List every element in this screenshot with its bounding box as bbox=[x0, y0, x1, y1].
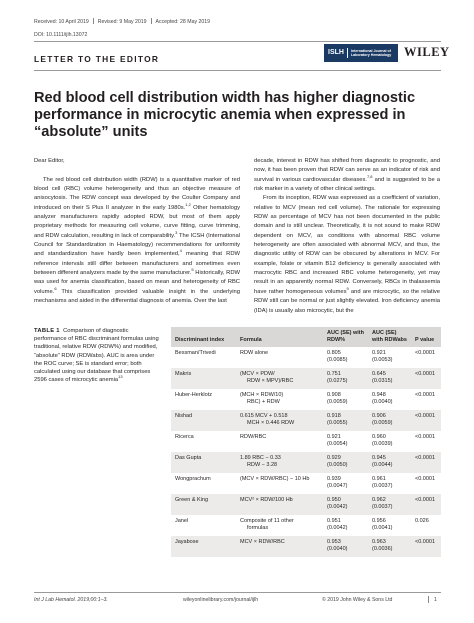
cell-index: Ricerca bbox=[175, 434, 194, 440]
column-header: AUC (SE) with RDWabs bbox=[372, 330, 407, 343]
journal-url[interactable]: wileyonlinelibrary.com/journal/ijlh bbox=[183, 597, 259, 603]
table-row bbox=[171, 494, 441, 515]
cell-auc-rdw-abs: 0.962 (0.0037) bbox=[372, 497, 393, 510]
article-dates bbox=[34, 18, 210, 25]
table-label: TABLE 1 bbox=[34, 328, 60, 334]
table-row bbox=[171, 536, 441, 557]
cell-auc-rdw-abs: 0.961 (0.0037) bbox=[372, 476, 393, 489]
cell-formula: (MCH × RDW/10) RBC) + RDW bbox=[240, 392, 284, 405]
article-title: Red blood cell distribution width has higher diagnostic performance in microcytic anemia when expressed in “absolute” units bbox=[34, 90, 416, 141]
salutation: Dear Editor, bbox=[34, 158, 65, 164]
page-separator bbox=[428, 596, 429, 603]
journal-logo-title: International Journal of Laboratory Hematology bbox=[350, 48, 392, 57]
cell-index: Jayabose bbox=[175, 539, 199, 545]
journal-logo bbox=[324, 44, 398, 62]
cell-auc-rdw-pct: 0.939 (0.0047) bbox=[327, 476, 348, 489]
doi[interactable]: DOI: 10.1111/ijlh.13072 bbox=[34, 32, 88, 38]
table-caption: TABLE 1 Comparison of diagnostic performance of RBC discriminant formulas using traditional, relative RDW (RDW%) and modified, “absolute” RDW (RDWabs). AUC is area under the ROC curve; SE is standard error; both calculated using our database that comprises 2596 cases of microcytic anemia$^{13}$ bbox=[34, 328, 159, 384]
cell-auc-rdw-pct: 0.953 (0.0040) bbox=[327, 539, 348, 552]
table-row bbox=[171, 389, 441, 410]
table-row bbox=[171, 347, 441, 368]
cell-formula: 1.89 RBC − 0.33 RDW − 3.28 bbox=[240, 455, 281, 468]
cell-formula: MCV² × RDW/100 Hb bbox=[240, 497, 293, 503]
cell-index: Huber-Herklotz bbox=[175, 392, 212, 398]
cell-auc-rdw-pct: 0.921 (0.0054) bbox=[327, 434, 348, 447]
body-column-left bbox=[34, 157, 240, 307]
footer-divider bbox=[34, 592, 441, 593]
paragraph: decade, interest in RDW has shifted from diagnostic to prognostic, and now, it has been proven that RDW can serve as an indicator of risk and survival in various cardiovascular diseases.$^{7,8}$ and is suggested to be a risk marker in a variety of other clinical settings. bbox=[254, 158, 441, 193]
cell-auc-rdw-abs: 0.948 (0.0040) bbox=[372, 392, 393, 405]
cell-auc-rdw-pct: 0.805 (0.0085) bbox=[327, 350, 348, 363]
cell-index: Green & King bbox=[175, 497, 209, 503]
cell-auc-rdw-abs: 0.921 (0.0053) bbox=[372, 350, 393, 363]
table-row bbox=[171, 473, 441, 494]
cell-auc-rdw-abs: 0.645 (0.0315) bbox=[372, 371, 393, 384]
table-header-row bbox=[171, 327, 441, 347]
table-row bbox=[171, 368, 441, 389]
section-divider bbox=[34, 70, 441, 71]
accepted-date: Accepted: 28 May 2019 bbox=[155, 19, 211, 25]
body-column-right bbox=[254, 157, 440, 316]
cell-p-value: <0.0001 bbox=[415, 371, 436, 377]
cell-p-value: <0.0001 bbox=[415, 539, 436, 545]
cell-auc-rdw-pct: 0.951 (0.0042) bbox=[327, 518, 348, 531]
column-header: Formula bbox=[240, 337, 262, 343]
cell-formula: (MCV × PDW/ RDW × MPV)/RBC bbox=[240, 371, 294, 384]
paragraph: The red blood cell distribution width (RDW) is a quantitative marker of red blood cell (RBC) volume heterogeneity and thus an objective measure of anisocytosis. The RDW concept was developed by the Coulter Company and introduced on their S Plus II analyzer in the early 1980s.$^{1,2}$ Other hematology analyzer manufacturers rapidly adopted RDW, but most of them apply proprietary methods for measuring cell volume, curve fitting, curve trimming, and RDW calculation, resulting in lack of comparability.$^3$ The ICSH (International Council for Standardization in Haematology) recommendations for uniformity and standardization have hardly been implemented,$^4$ meaning that RDW reference intervals still differ between manufacturers and sometimes even between different analyzers made by the same manufacturer.$^5$ Historically, RDW was used for anemia classification, based on mean and heterogeneity of RBC volume.$^6$ This classification provided valuable insight in the underlying mechanisms and aided in the differential diagnosis of anemia. Over the last bbox=[34, 176, 241, 305]
copyright: © 2019 John Wiley & Sons Ltd bbox=[322, 597, 393, 603]
cell-index: Wongprachum bbox=[175, 476, 211, 482]
cell-auc-rdw-pct: 0.950 (0.0042) bbox=[327, 497, 348, 510]
cell-p-value: <0.0001 bbox=[415, 497, 436, 503]
cell-formula: RDW alone bbox=[240, 350, 269, 356]
cell-p-value: <0.0001 bbox=[415, 392, 436, 398]
publisher-logo: WILEY bbox=[404, 45, 450, 59]
table-row bbox=[171, 452, 441, 473]
column-header: Discriminant index bbox=[175, 337, 225, 343]
cell-auc-rdw-pct: 0.751 (0.0275) bbox=[327, 371, 348, 384]
cell-index: Janel bbox=[175, 518, 189, 524]
results-table bbox=[171, 327, 441, 557]
table-row bbox=[171, 431, 441, 452]
cell-formula: 0.615 MCV + 0.518 MCH × 0.446 RDW bbox=[240, 413, 295, 426]
section-label: LETTER TO THE EDITOR bbox=[34, 54, 160, 64]
cell-auc-rdw-pct: 0.918 (0.0055) bbox=[327, 413, 348, 426]
cell-auc-rdw-pct: 0.908 (0.0059) bbox=[327, 392, 348, 405]
page-number: 1 bbox=[434, 597, 437, 603]
cell-index: Bessman/Trivedi bbox=[175, 350, 216, 356]
cell-auc-rdw-abs: 0.963 (0.0036) bbox=[372, 539, 393, 552]
cell-auc-rdw-abs: 0.960 (0.0039) bbox=[372, 434, 393, 447]
column-header: P value bbox=[415, 337, 435, 343]
received-date: Received: 10 April 2019 bbox=[34, 19, 89, 25]
cell-auc-rdw-abs: 0.906 (0.0059) bbox=[372, 413, 393, 426]
cell-p-value: <0.0001 bbox=[415, 434, 436, 440]
cell-p-value: 0.026 bbox=[415, 518, 429, 524]
table-row bbox=[171, 410, 441, 431]
citation: Int J Lab Hematol. 2019;00:1–3. bbox=[34, 597, 108, 603]
cell-formula: (MCV × RDW/RBC) − 10 Hb bbox=[240, 476, 310, 482]
cell-auc-rdw-abs: 0.945 (0.0044) bbox=[372, 455, 393, 468]
cell-p-value: <0.0001 bbox=[415, 476, 436, 482]
cell-index: Nishad bbox=[175, 413, 193, 419]
cell-formula: RDW/RBC bbox=[240, 434, 267, 440]
cell-p-value: <0.0001 bbox=[415, 350, 436, 356]
header-divider bbox=[34, 41, 441, 42]
cell-formula: Composite of 11 other formulas bbox=[240, 518, 294, 531]
paragraph: From its inception, RDW was expressed as a coefficient of variation, relative to MCV (mean red cell volume). The rationale for expressing RDW as percentage of MCV has not been documented in the public domain and is still unclear. Theoretically, it is not sound to make RDW dependent on MCV, as conditions with abnormal RBC volume heterogeneity are often associated with abnormal MCV, and thus, the diagnostic utility of RDW can be obscured by alterations in MCV. For example, folate or vitamin B12 deficiency is generally associated with macrocytic RBC and increased RBC volume heterogeneity, yet may result in an apparently normal RDW. Conversely, RBCs in thalassemia have rather homogeneous volumes$^9$ and are microcytic, so the relative RDW still can be normal or just slightly elevated. Iron deficiency anemia (IDA) is usually also microcytic, but the bbox=[254, 195, 440, 314]
cell-p-value: <0.0001 bbox=[415, 413, 436, 419]
cell-p-value: <0.0001 bbox=[415, 455, 436, 461]
cell-index: Makris bbox=[175, 371, 192, 377]
cell-auc-rdw-abs: 0.956 (0.0041) bbox=[372, 518, 393, 531]
cell-index: Das Gupta bbox=[175, 455, 202, 461]
column-header: AUC (SE) with RDW% bbox=[327, 330, 364, 343]
revised-date: Revised: 9 May 2019 bbox=[97, 19, 147, 25]
cell-formula: MCV × RDW/RBC bbox=[240, 539, 285, 545]
cell-auc-rdw-pct: 0.929 (0.0050) bbox=[327, 455, 348, 468]
journal-logo-abbr: ISLH bbox=[324, 48, 348, 58]
table-row bbox=[171, 515, 441, 536]
